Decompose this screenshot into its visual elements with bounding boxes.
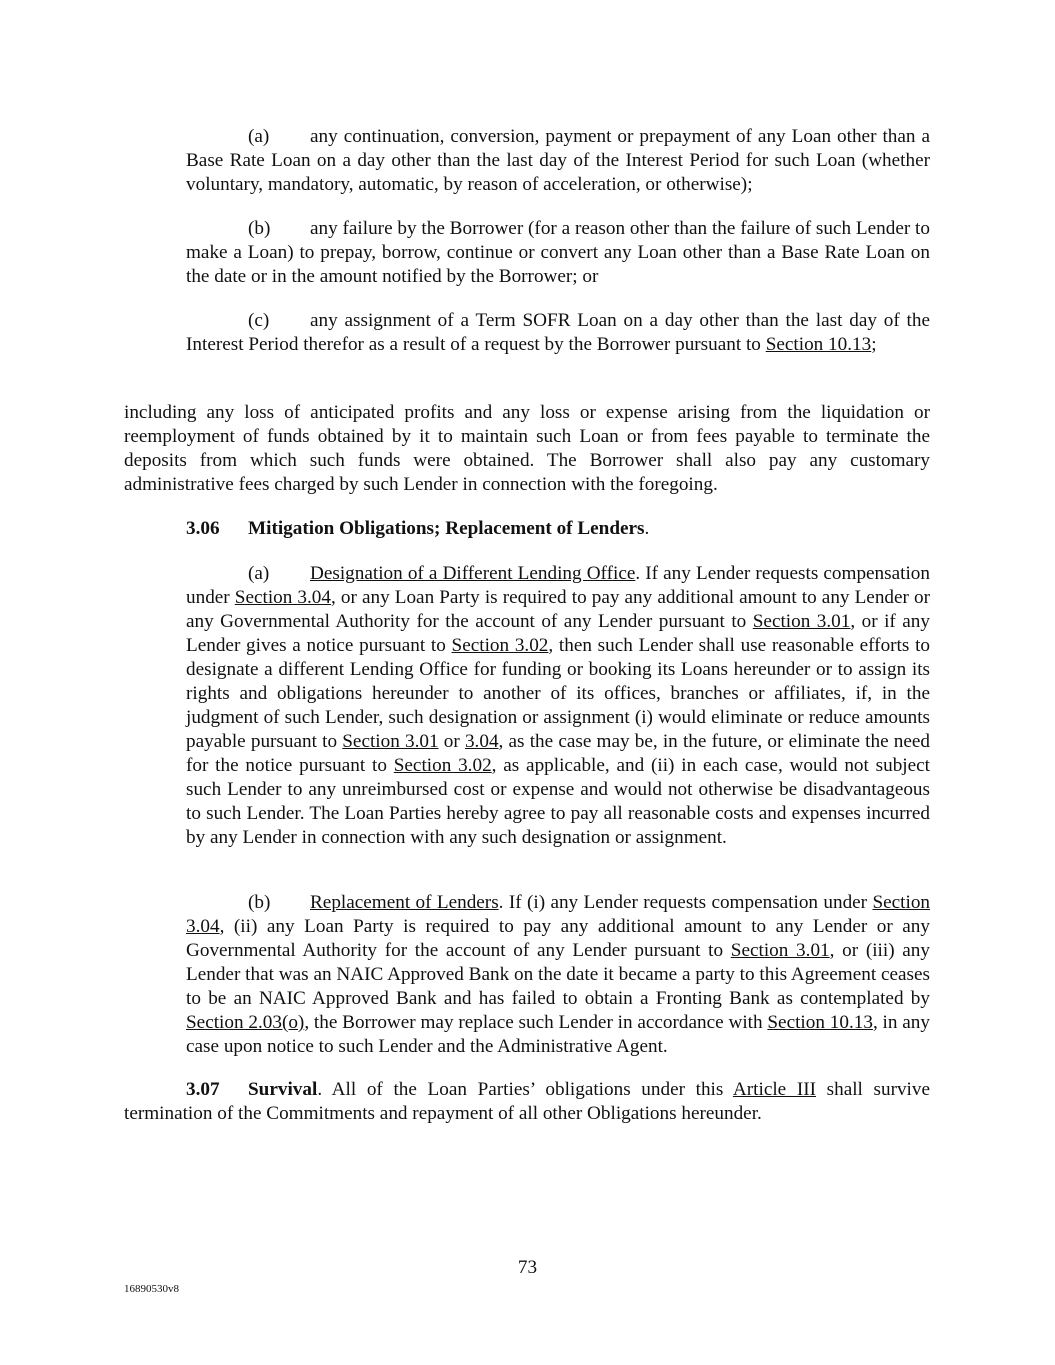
item-number: (b) xyxy=(248,892,271,913)
section-reference: Section 3.04 xyxy=(186,892,931,937)
section-reference: Section 3.02 xyxy=(393,755,492,776)
section-reference: 3.04 xyxy=(464,731,499,752)
section-number: 3.06 xyxy=(186,518,220,539)
paragraph-text: any continuation, conversion, payment or prepayment of any Loan other than a Base Rate Loan on a day other than the last day of the Interest Period for such Loan (whether voluntary, mandatory, automatic, by reason of acceleration, or otherwise); xyxy=(186,126,930,195)
subsection-heading: Designation of a Different Lending Office xyxy=(310,563,636,584)
section-3-06-heading: 3.06 Mitigation Obligations; Replacement of Lenders. xyxy=(186,518,650,539)
section-3-07: 3.07 Survival. All of the Loan Parties’ obligations under this Article III shall survive termination of the Commitments and repayment of all other Obligations hereunder. xyxy=(124,1079,930,1124)
paragraph-b xyxy=(186,217,930,289)
section-title: Mitigation Obligations; Replacement of Lenders xyxy=(248,518,645,539)
page-number: 73 xyxy=(517,1257,538,1278)
paragraph-3-06-a: (a) Designation of a Different Lending Office. If any Lender requests compensation under Section 3.04, or any Loan Party is required to pay any additional amount to any Lender or any Governmental Authority for the account of any Lender pursuant to Section 3.01, or if any Lender gives a notice pursuant to Section 3.02, then such Lender shall use reasonable efforts to designate a different Lending Office for funding or booking its Loans hereunder or to assign its rights and obligations hereunder to another of its offices, branches or affiliates, if, in the judgment of such Lender, such designation or assignment (i) would eliminate or reduce amounts payable pursuant to Section 3.01 or 3.04, as the case may be, in the future, or eliminate the need for the notice pursuant to Section 3.02, as applicable, and (ii) in each case, would not subject such Lender to any unreimbursed cost or expense and would not otherwise be disadvantageous to such Lender. The Loan Parties hereby agree to pay all reasonable costs and expenses incurred by any Lender in connection with any such designation or assignment. xyxy=(186,563,931,848)
item-number: (a) xyxy=(248,563,270,584)
section-reference: Section 3.02 xyxy=(451,635,549,656)
section-reference: Section 3.04 xyxy=(234,587,331,608)
paragraph-including xyxy=(124,401,930,497)
subsection-heading: Replacement of Lenders xyxy=(310,892,499,913)
section-reference: Section 10.13 xyxy=(767,1012,873,1033)
item-number: (b) xyxy=(248,218,271,239)
paragraph-a xyxy=(186,125,930,197)
section-reference: Section 3.01 xyxy=(730,940,830,961)
section-reference: Article III xyxy=(732,1079,816,1100)
section-reference: Section 10.13 xyxy=(765,334,872,355)
section-reference: Section 3.01 xyxy=(752,611,851,632)
paragraph-3-06-b: (b) Replacement of Lenders. If (i) any Lender requests compensation under Section 3.04, (ii) any Loan Party is required to pay any additional amount to any Lender or any Governmental Authority for the account of any Lender pursuant to Section 3.01, or (iii) any Lender that was an NAIC Approved Bank on the date it became a party to this Agreement ceases to be an NAIC Approved Bank and has failed to obtain a Fronting Bank as contemplated by Section 2.03(o), the Borrower may replace such Lender in accordance with Section 10.13, in any case upon notice to such Lender and the Administrative Agent. xyxy=(186,892,931,1057)
document-id: 16890530v8 xyxy=(124,1283,179,1295)
section-title: Survival xyxy=(248,1079,318,1100)
paragraph-text: any assignment of a Term SOFR Loan on a day other than the last day of the Interest Period therefor as a result of a request by the Borrower pursuant to xyxy=(186,310,930,355)
section-reference: Section 3.01 xyxy=(342,731,439,752)
section-number: 3.07 xyxy=(186,1079,220,1100)
item-number: (a) xyxy=(248,126,270,147)
paragraph-text: any failure by the Borrower (for a reason other than the failure of such Lender to make a Loan) to prepay, borrow, continue or convert any Loan other than a Base Rate Loan on the date or in the amount notified by the Borrower; or xyxy=(186,218,930,287)
section-reference: Section 2.03(o) xyxy=(186,1012,305,1033)
item-number: (c) xyxy=(248,310,270,331)
paragraph-text: including any loss of anticipated profits and any loss or expense arising from the liquidation or reemployment of funds obtained by it to maintain such Loan or from fees payable to terminate the deposits from which such funds were obtained. The Borrower shall also pay any customary administrative fees charged by such Lender in connection with the foregoing. xyxy=(124,402,930,495)
paragraph-c: (c) any assignment of a Term SOFR Loan on a day other than the last day of the Interest Period therefor as a result of a request by the Borrower pursuant to Section 10.13; xyxy=(186,310,930,355)
